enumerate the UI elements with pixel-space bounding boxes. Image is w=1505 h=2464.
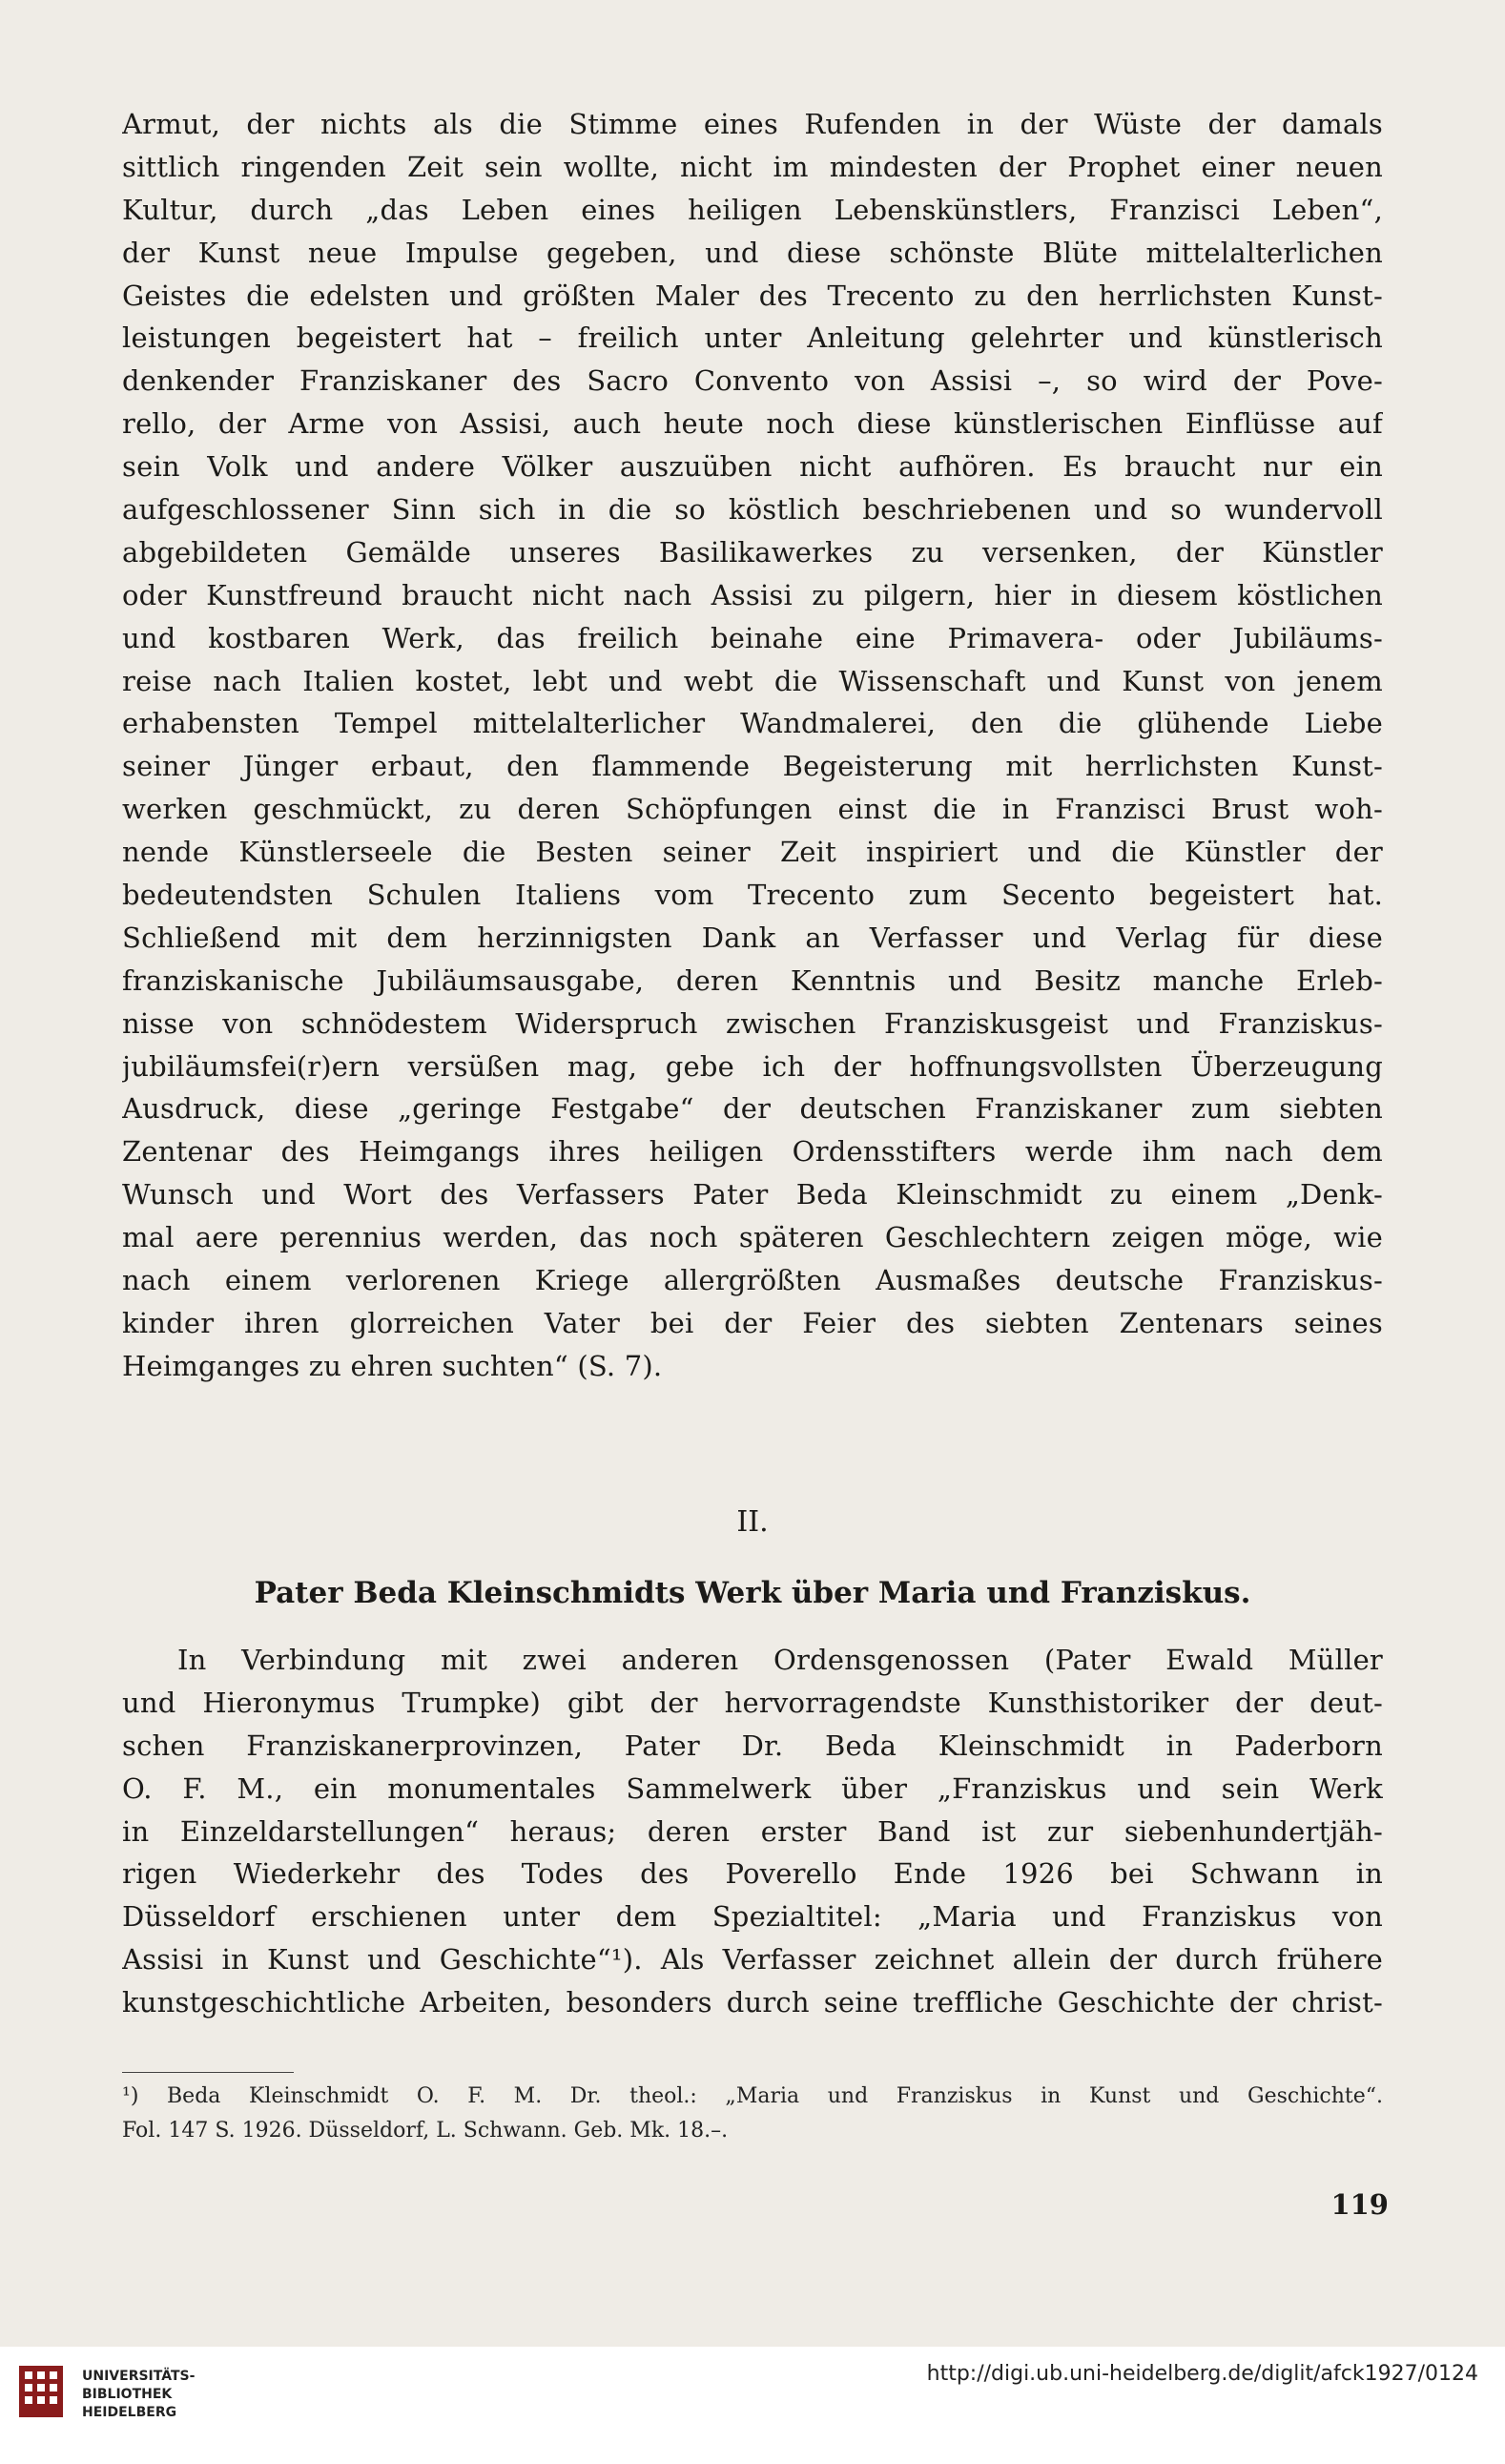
- text-line: franziskanische Jubiläumsausgabe, deren Kenntnis und Besitz manche Erleb-: [122, 963, 1383, 997]
- university-seal-icon: [17, 2364, 65, 2419]
- text-line: kunstgeschichtliche Arbeiten, besonders durch seine treffliche Geschichte der christ-: [122, 1986, 1383, 2019]
- section-number: II.: [736, 1505, 769, 1539]
- text-line: denkender Franziskaner des Sacro Convento von Assisi –, so wird der Pove-: [122, 364, 1383, 398]
- text-line: und kostbaren Werk, das freilich beinahe eine Primavera- oder Jubiläums-: [122, 621, 1383, 654]
- text-line: oder Kunstfreund braucht nicht nach Assisi zu pilgern, hier in diesem köstlichen: [122, 578, 1383, 611]
- footnote-separator: [122, 2072, 294, 2073]
- text-line: leistungen begeistert hat – freilich unter Anleitung gelehrter und künstlerisch: [122, 321, 1383, 355]
- text-line: schen Franziskanerprovinzen, Pater Dr. Beda Kleinschmidt in Paderborn: [122, 1729, 1383, 1762]
- text-line: in Einzeldarstellungen“ heraus; deren erster Band ist zur siebenhundertjäh-: [122, 1814, 1383, 1848]
- text-line: nach einem verlorenen Kriege allergrößten Ausmaßes deutsche Franziskus-: [122, 1264, 1383, 1297]
- text-line: sittlich ringenden Zeit sein wollte, nicht im mindesten der Prophet einer neuen: [122, 150, 1383, 183]
- text-line: nisse von schnödestem Widerspruch zwischen Franziskusgeist und Franziskus-: [122, 1006, 1383, 1040]
- library-name-line-1: UNIVERSITÄTS-: [82, 2369, 196, 2384]
- text-line: rigen Wiederkehr des Todes des Poverello Ende 1926 bei Schwann in: [122, 1857, 1383, 1891]
- text-line: Wunsch und Wort des Verfassers Pater Beda Kleinschmidt zu einem „Denk-: [122, 1178, 1383, 1211]
- text-line: Kultur, durch „das Leben eines heiligen Lebenskünstlers, Franzisci Leben“,: [122, 193, 1383, 226]
- text-line: mal aere perennius werden, das noch späteren Geschlechtern zeigen möge, wie: [122, 1221, 1383, 1254]
- text-line: abgebildeten Gemälde unseres Basilikawerkes zu versenken, der Künstler: [122, 535, 1383, 569]
- text-line: Armut, der nichts als die Stimme eines Rufenden in der Wüste der damals: [122, 108, 1383, 140]
- text-line: seiner Jünger erbaut, den flammende Begeisterung mit herrlichsten Kunst-: [122, 750, 1383, 783]
- text-line: bedeutendsten Schulen Italiens vom Trecento zum Secento begeistert hat.: [122, 879, 1383, 912]
- text-line: Zentenar des Heimgangs ihres heiligen Ordensstifters werde ihm nach dem: [122, 1135, 1383, 1169]
- text-line: Heimganges zu ehren suchten“ (S. 7).: [122, 1349, 663, 1382]
- library-name-line-2: BIBLIOTHEK: [82, 2387, 173, 2402]
- library-name: [82, 2368, 195, 2422]
- library-name-line-3: HEIDELBERG: [82, 2405, 177, 2420]
- page-number: 119: [1330, 2188, 1389, 2221]
- text-line: jubiläumsfei(r)ern versüßen mag, gebe ich der hoffnungsvollsten Überzeugung: [122, 1049, 1383, 1083]
- text-line: Assisi in Kunst und Geschichte“¹). Als Verfasser zeichnet allein der durch frühere: [122, 1943, 1383, 1977]
- section-title: Pater Beda Kleinschmidts Werk über Maria und Franziskus.: [254, 1576, 1251, 1610]
- text-line: sein Volk und andere Völker auszuüben nicht aufhören. Es braucht nur ein: [122, 450, 1383, 484]
- text-line: ¹) Beda Kleinschmidt O. F. M. Dr. theol.: „Maria und Franziskus in Kunst und Geschichte“.: [122, 2084, 1383, 2108]
- text-line: reise nach Italien kostet, lebt und webt die Wissenschaft und Kunst von jenem: [122, 664, 1383, 697]
- text-line: rello, der Arme von Assisi, auch heute noch diese künstlerischen Einflüsse auf: [122, 407, 1383, 441]
- text-line: werken geschmückt, zu deren Schöpfungen einst die in Franzisci Brust woh-: [122, 793, 1383, 826]
- text-line: aufgeschlossener Sinn sich in die so köstlich beschriebenen und so wundervoll: [122, 493, 1383, 527]
- footnotes: [122, 2080, 1383, 2148]
- text-line: Schließend mit dem herzinnigsten Dank an Verfasser und Verlag für diese: [122, 921, 1383, 954]
- text-line: Geistes die edelsten und größten Maler des Trecento zu den herrlichsten Kunst-: [122, 279, 1383, 312]
- body-text-part-1: [122, 103, 1383, 1388]
- text-line: kinder ihren glorreichen Vater bei der Feier des siebten Zentenars seines: [122, 1306, 1383, 1339]
- source-url-link[interactable]: http://digi.ub.uni-heidelberg.de/diglit/afck1927/0124: [926, 2362, 1478, 2386]
- text-line: Fol. 147 S. 1926. Düsseldorf, L. Schwann. Geb. Mk. 18.–.: [122, 2119, 729, 2143]
- text-line: Ausdruck, diese „geringe Festgabe“ der deutschen Franziskaner zum siebten: [122, 1092, 1383, 1126]
- text-line: nende Künstlerseele die Besten seiner Zeit inspiriert und die Künstler der: [122, 836, 1383, 869]
- text-line: In Verbindung mit zwei anderen Ordensgenossen (Pater Ewald Müller: [177, 1644, 1383, 1676]
- text-line: erhabensten Tempel mittelalterlicher Wandmalerei, den die glühende Liebe: [122, 707, 1383, 740]
- body-text-part-2: [122, 1639, 1383, 2024]
- text-line: und Hieronymus Trumpke) gibt der hervorragendste Kunsthistoriker der deut-: [122, 1686, 1383, 1719]
- text-line: der Kunst neue Impulse gegeben, und diese schönste Blüte mittelalterlichen: [122, 236, 1383, 269]
- text-line: Düsseldorf erschienen unter dem Spezialtitel: „Maria und Franziskus von: [122, 1900, 1383, 1934]
- text-line: O. F. M., ein monumentales Sammelwerk über „Franziskus und sein Werk: [122, 1771, 1383, 1805]
